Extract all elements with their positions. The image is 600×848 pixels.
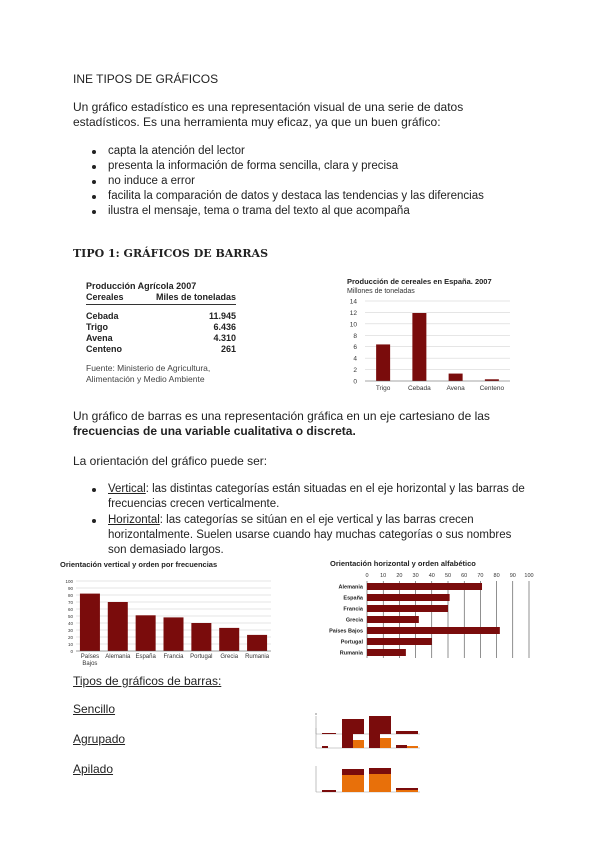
bar-España [136,615,156,651]
y-tick-label: 90 [67,586,73,591]
table-header-cereales: Cereales [86,292,124,302]
x-tick-label: Francia [163,654,184,660]
y-tick-label: 8 [353,332,357,340]
bar-Países Bajos [367,627,500,634]
x-tick-label: 20 [396,573,403,579]
y-tick-label: 30 [67,628,73,633]
bullet-list [108,144,508,219]
chart-title: Orientación vertical y orden por frecuencias [60,560,218,569]
bar-Portugal [367,638,432,645]
x-tick-label: Grecia [220,654,239,660]
types-label: Tipos de gráficos de barras: [73,674,222,688]
intro-paragraph: Un gráfico estadístico es una representación visual de una serie de datos estadísticos. Es una herramienta muy eficaz, ya que un buen gráfico: [73,100,464,129]
chart-cereales [345,275,515,395]
list-item: capta la atención del lector [108,144,508,159]
list-item: ilustra el mensaje, tema o trama del texto al que acompaña [108,204,508,219]
x-tick-label: 80 [493,573,500,579]
y-tick-label: Países Bajos [329,628,363,635]
y-tick-label: España [343,595,363,602]
y-tick-label: 14 [349,298,357,306]
table-row: Centeno 261 [86,344,236,354]
bar [380,738,391,748]
x-tick-label: Rumania [245,654,270,660]
y-tick-label: 0 [70,649,73,654]
y-tick-label: 10 [349,321,357,329]
table-source: Fuente: Ministerio de Agricultura, [86,363,211,373]
y-tick-label: 2 [353,367,357,375]
bar-Alemania [367,583,482,590]
x-tick-label: Portugal [190,654,213,660]
y-tick-label: 70 [67,600,73,605]
orientation-vertical: Vertical: las distintas categorías están situadas en el eje horizontal y las barras de frecuencias crecen verticalmente. [108,482,528,512]
y-tick-label: 6 [353,344,357,352]
orientation-horizontal: Horizontal: las categorías se sitúan en el eje vertical y las barras crecen horizontalmente. Suelen usarse cuando hay muchas categorías o sus nombres son demasiado largos. [108,513,528,558]
table-title: Producción Agrícola 2007 [86,281,197,291]
y-tick-label: 4 [353,355,357,363]
bar-Trigo [376,344,390,381]
table-row: Cebada 11.945 [86,311,236,321]
x-tick-label: 40 [428,573,435,579]
chart-horizontal [315,557,545,659]
bar-definition: Un gráfico de barras es una representación gráfica en un eje cartesiano de las frecuencias de una variable cualitativa o discreta. [73,409,490,438]
x-tick-label: 0 [365,573,369,579]
bar-Avena [449,374,463,381]
x-tick-label: Avena [446,385,465,392]
bar-Cebada [412,313,426,381]
x-tick-label: 70 [477,573,484,579]
bar-España [367,594,450,601]
page-title: INE TIPOS DE GRÁFICOS [73,72,219,86]
type-sencillo: Sencillo [73,702,116,716]
mini-chart-agrupado [312,726,424,752]
y-tick-label: 0 [353,378,357,386]
list-item: no induce a error [108,174,508,189]
x-tick-label: Bajos [82,661,98,667]
bar-Países Bajos [80,594,100,651]
chart-subtitle: Millones de toneladas [347,288,415,295]
table-row: Trigo 6.436 [86,322,236,332]
table-source: Alimentación y Medio Ambiente [86,374,205,384]
x-tick-label: 100 [524,573,534,579]
bar-Portugal [191,623,211,651]
list-item: presenta la información de forma sencilla, clara y precisa [108,159,508,174]
y-tick-label: Portugal [340,639,363,646]
section-heading: TIPO 1: GRÁFICOS DE BARRAS [73,247,269,260]
bar [396,788,418,790]
x-tick-label: Trigo [375,385,391,392]
list-item: facilita la comparación de datos y destaca las tendencias y las diferencias [108,189,508,204]
chart-vertical [58,557,273,669]
bar [342,775,364,792]
x-tick-label: Alemania [105,654,131,660]
bar-Rumania [367,649,406,656]
mini-chart-apilado [312,764,424,794]
x-tick-label: 30 [412,573,419,579]
bar [342,730,353,748]
y-tick-label: 60 [67,607,73,612]
table-row: Avena 4.310 [86,333,236,343]
y-tick-label: Grecia [345,617,363,624]
y-tick-label: 40 [67,621,73,626]
bar [322,790,336,792]
production-table [86,281,236,385]
bar [322,746,328,748]
bar-Rumania [247,635,267,651]
x-tick-label: 60 [461,573,468,579]
y-tick-label: 100 [65,579,73,584]
chart-title: Producción de cereales en España. 2007 [347,277,492,286]
y-tick-label: 12 [349,309,357,317]
bar-Francia [164,617,184,651]
y-tick-label: 10 [67,642,73,647]
y-tick-label: Alemania [338,584,363,591]
x-tick-label: España [135,654,156,660]
chart-title: Orientación horizontal y orden alfabético [330,559,476,568]
x-tick-label: Países [80,654,100,660]
y-tick-label: 50 [67,614,73,619]
bar [369,768,391,774]
orientation-intro: La orientación del gráfico puede ser: [73,454,268,468]
bar-Alemania [108,602,128,651]
x-tick-label: Centeno [479,385,505,392]
table-header-miles: Miles de toneladas [155,292,236,302]
bar [342,769,364,775]
bar [369,728,380,748]
bar [396,790,418,792]
y-tick-label: Francia [343,606,363,613]
bar [369,774,391,792]
x-tick-label: 10 [380,573,387,579]
y-tick-label: Rumania [339,650,363,657]
type-apilado: Apilado [73,762,114,776]
bar [353,740,364,748]
y-tick-label: 20 [67,635,73,640]
x-tick-label: 90 [509,573,516,579]
bar-Grecia [367,616,419,623]
x-tick-label: 50 [444,573,452,579]
bar-Francia [367,605,448,612]
y-tick-label: 80 [67,593,73,598]
bar-Grecia [219,628,239,651]
bar [396,745,407,748]
type-agrupado: Agrupado [73,732,126,746]
bar [407,746,418,748]
x-tick-label: Cebada [407,385,431,392]
